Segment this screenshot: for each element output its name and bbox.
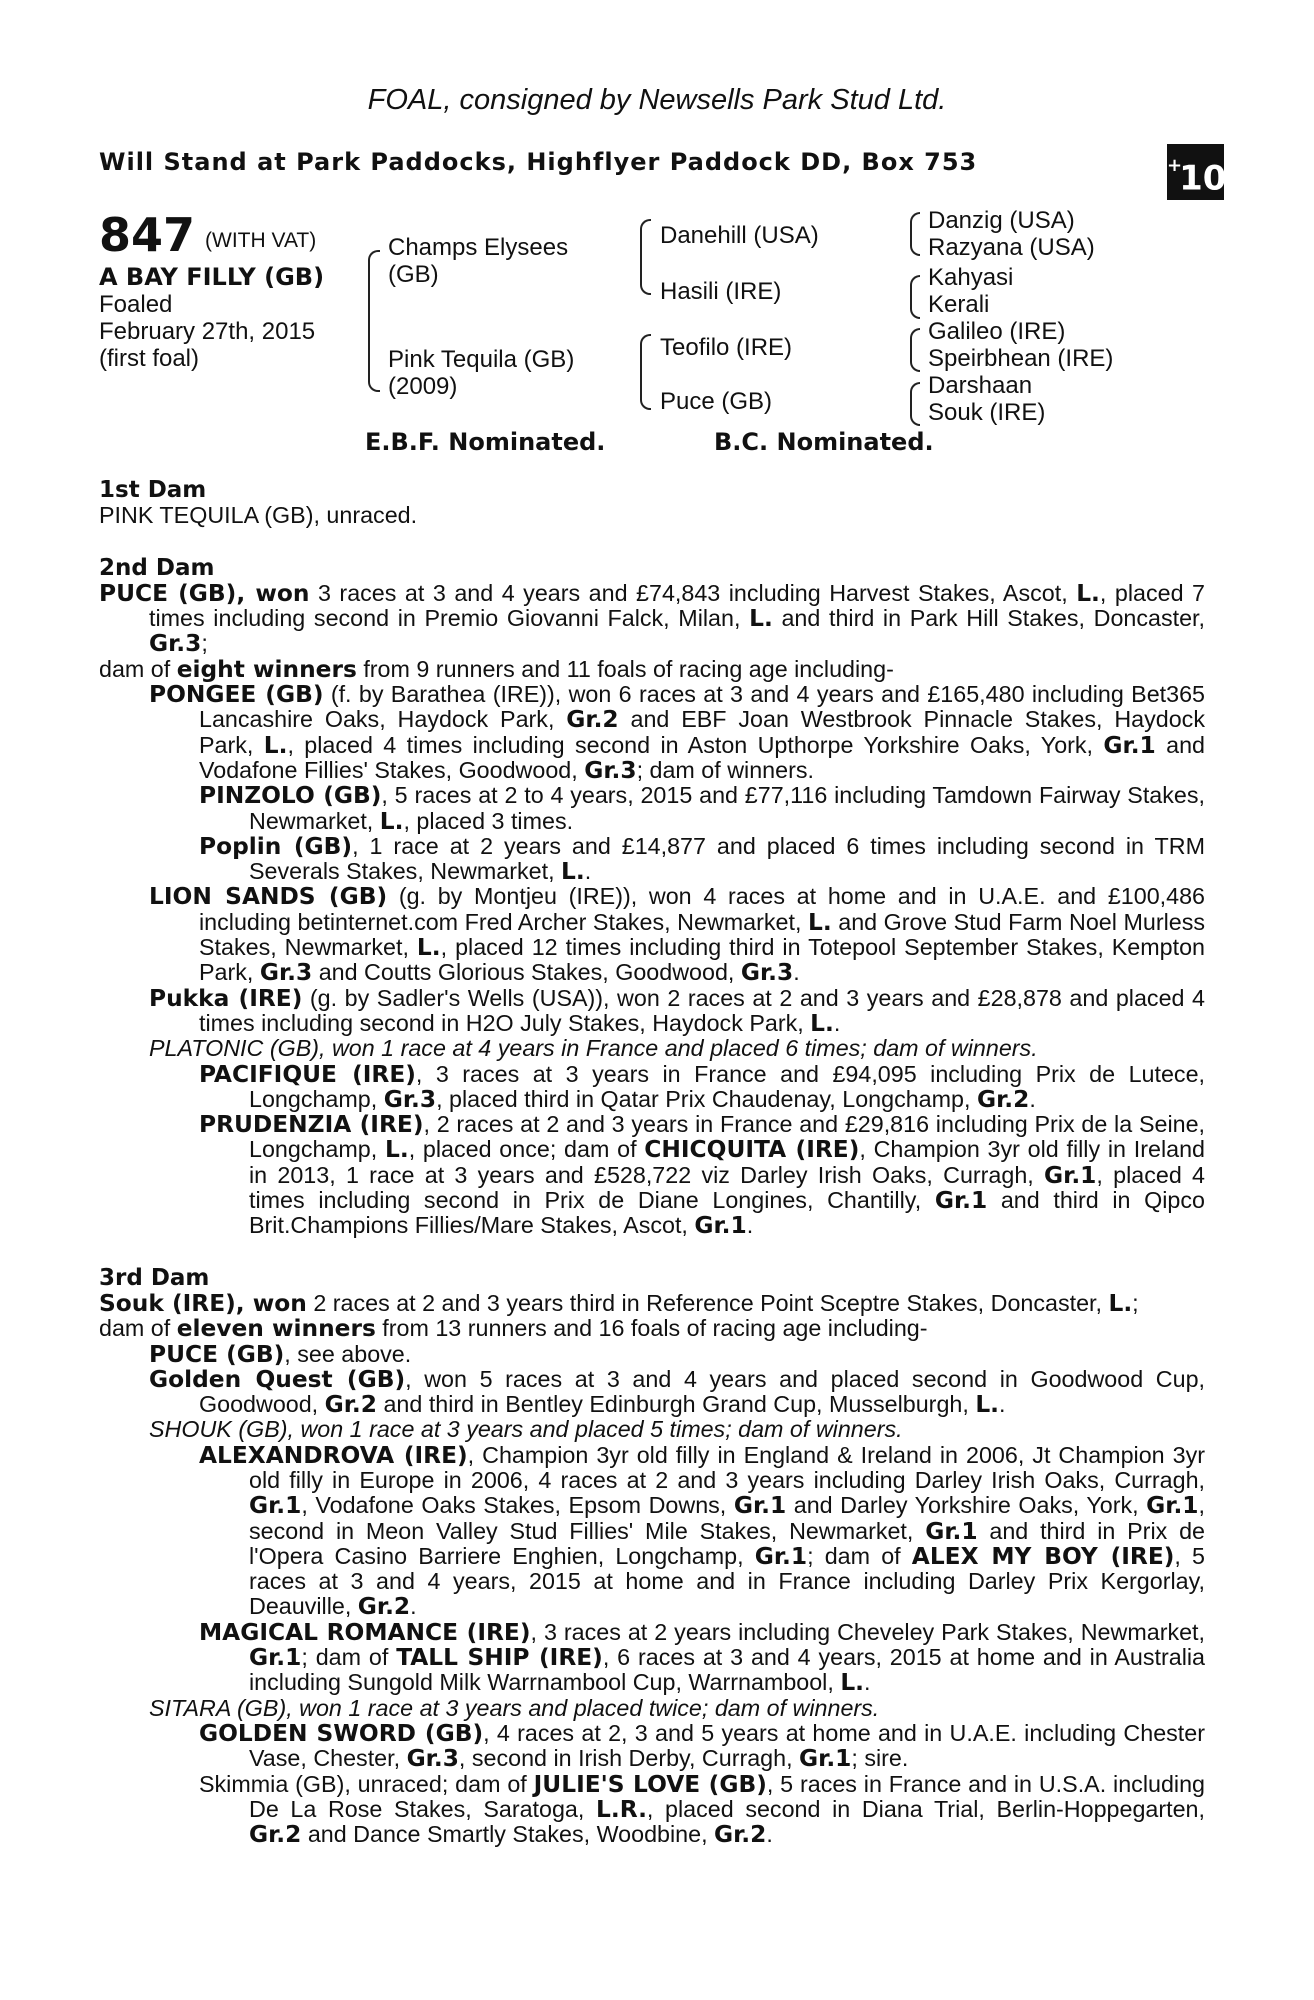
platonic-entry: PLATONIC (GB), won 1 race at 4 years in France and placed 6 times; dam of winners. — [149, 1035, 1038, 1062]
poplin-entry: Poplin (GB), 1 race at 2 years and £14,877 and placed 6 times including second in TRM Severals Stakes, Newmarket, L.. — [199, 832, 1205, 886]
ped-ddd: Souk (IRE) — [928, 399, 1046, 426]
pinzolo-entry: PINZOLO (GB), 5 races at 2 to 4 years, 2015 and £77,116 including Tamdown Fairway Stakes, Newmarket, L., placed 3 times. — [199, 782, 1205, 835]
prudenzia-entry: PRUDENZIA (IRE), 2 races at 2 and 3 years in France and £29,816 including Prix de la Seine, Longchamp, L., placed once; dam of CHICQUITA (IRE), Champion 3yr old filly in Ireland in 2013, 1 race at 3 years and £528,722 viz Darley Irish Oaks, Curragh, Gr.1, placed 4 times including second in Prix de Diane Longines, Chantilly, Gr.1 and third in Qipco Brit.Champions Fillies/Mare Stakes, Ascot, Gr.1. — [199, 1111, 1205, 1240]
golden-sword-entry: GOLDEN SWORD (GB), 4 races at 2, 3 and 5 years at home and in U.A.E. including Chester Vase, Chester, Gr.3, second in Irish Derby, Curragh, Gr.1; sire. — [199, 1719, 1205, 1773]
lot-number: 847 — [99, 208, 196, 262]
magical-romance-entry: MAGICAL ROMANCE (IRE), 3 races at 2 years including Cheveley Park Stakes, Newmarket, Gr.1; dam of TALL SHIP (IRE), 6 races at 3 and 4 years, 2015 at home and in Australia including Sungold Milk Warrnambool Cup, Warrnambool, L.. — [199, 1618, 1206, 1697]
skimmia-entry: Skimmia (GB), unraced; dam of JULIE'S LOVE (GB), 5 races in France and in U.S.A. including De La Rose Stakes, Saratoga, L.R., placed second in Diana Trial, Berlin-Hoppegarten, Gr.2 and Dance Smartly Stakes, Woodbine, Gr.2. — [199, 1770, 1205, 1849]
badge-plus: + — [1167, 155, 1183, 176]
dam3-produce-summary: dam of eleven winners from 13 runners and 16 foals of racing age including- — [99, 1315, 928, 1343]
dam2-produce-summary: dam of eight winners from 9 runners and 11 foals of racing age including- — [99, 655, 894, 683]
ped-ds: Teofilo (IRE) — [660, 334, 793, 361]
ped-sd: Hasili (IRE) — [660, 278, 782, 305]
ped-sire-country: (GB) — [388, 261, 439, 288]
shouk-entry: SHOUK (GB), won 1 race at 3 years and placed 5 times; dam of winners. — [149, 1416, 903, 1443]
sitara-entry: SITARA (GB), won 1 race at 3 years and placed twice; dam of winners. — [149, 1694, 880, 1721]
lot-info — [99, 264, 359, 372]
ped-sds: Kahyasi — [928, 264, 1014, 291]
ped-dam-year: (2009) — [388, 373, 458, 400]
lot-badge-icon — [1167, 144, 1227, 200]
alexandrova-entry: ALEXANDROVA (IRE), Champion 3yr old filly in England & Ireland in 2006, Jt Champion 3yr old filly in Europe in 2006, 4 races at 2 and 3 years including Darley Irish Oaks, Curragh, Gr.1, Vodafone Oaks Stakes, Epsom Downs, Gr.1 and Darley Yorkshire Oaks, York, Gr.1, second in Meon Valley Stud Fillies' Mile Stakes, Newmarket, Gr.1 and third in Prix de l'Opera Casino Barriere Enghien, Longchamp, Gr.1; dam of ALEX MY BOY (IRE), 5 races at 3 and 4 years, 2015 at home and in France including Darley Prix Kergorlay, Deauville, Gr.2. — [199, 1441, 1205, 1621]
brace-4 — [910, 382, 920, 426]
foaled-label: Foaled — [99, 291, 173, 318]
souk-entry: Souk (IRE), won 2 races at 2 and 3 years third in Reference Point Sceptre Stakes, Doncaster, L.; — [99, 1289, 1139, 1317]
brace-parents — [368, 250, 380, 392]
pukka-entry: Pukka (IRE) (g. by Sadler's Wells (USA)), won 2 races at 2 and 3 years and £28,878 and placed 4 times including second in H2O July Stakes, Haydock Park, L.. — [149, 984, 1205, 1037]
first-dam-text: PINK TEQUILA (GB), unraced. — [99, 502, 418, 529]
first-dam-heading: 1st Dam — [99, 477, 207, 503]
dam-details — [99, 478, 1205, 1847]
ped-sire: Champs Elysees — [388, 234, 569, 261]
puce-ref-entry: PUCE (GB), see above. — [149, 1340, 412, 1368]
foaled-date: February 27th, 2015 — [99, 318, 316, 345]
badge-number: 10 — [1179, 158, 1227, 199]
consignment-line: FOAL, consigned by Newsells Park Stud Ltd. — [367, 84, 947, 116]
ped-dd: Puce (GB) — [660, 388, 773, 415]
foal-note: (first foal) — [99, 345, 200, 372]
lot-vat: (WITH VAT) — [205, 229, 317, 252]
ped-ss: Danehill (USA) — [660, 222, 819, 249]
ped-ssd: Razyana (USA) — [928, 234, 1095, 261]
ped-dss: Galileo (IRE) — [928, 318, 1066, 345]
stand-location: Will Stand at Park Paddocks, Highflyer Paddock DD, Box 753 — [99, 148, 978, 176]
third-dam-heading: 3rd Dam — [99, 1264, 210, 1291]
ped-dsd: Speirbhean (IRE) — [928, 345, 1114, 372]
pacifique-entry: PACIFIQUE (IRE), 3 races at 3 years in France and £94,095 including Prix de Lutece, Longchamp, Gr.3, placed third in Qatar Prix Chaudenay, Longchamp, Gr.2. — [199, 1060, 1205, 1113]
ped-dam: Pink Tequila (GB) — [388, 346, 575, 373]
lot-name: A BAY FILLY (GB) — [99, 263, 325, 291]
ped-sdd: Kerali — [928, 291, 990, 318]
ebf-nominated: E.B.F. Nominated. — [365, 428, 606, 456]
brace-1 — [910, 212, 920, 256]
puce-entry: PUCE (GB), won 3 races at 3 and 4 years and £74,843 including Harvest Stakes, Ascot, L., placed 7 times including second in Premio Giovanni Falck, Milan, L. and third in Park Hill Stakes, Doncaster, Gr.3; — [99, 579, 1205, 658]
brace-dam-line — [640, 334, 651, 410]
golden-quest-entry: Golden Quest (GB), won 5 races at 3 and 4 years and placed second in Goodwood Cup, Goodwood, Gr.2 and third in Bentley Edinburgh Grand Cup, Musselburgh, L.. — [149, 1365, 1205, 1419]
bc-nominated: B.C. Nominated. — [714, 428, 934, 456]
ped-sss: Danzig (USA) — [928, 207, 1075, 234]
second-dam-heading: 2nd Dam — [99, 554, 215, 581]
ped-dds: Darshaan — [928, 372, 1033, 399]
brace-2 — [910, 275, 920, 319]
brace-3 — [910, 328, 920, 372]
lot-header — [99, 208, 316, 262]
lion-sands-entry: LION SANDS (GB) (g. by Montjeu (IRE)), won 4 races at home and in U.A.E. and £100,486 including betinternet.com Fred Archer Stakes, Newmarket, L. and Grove Stud Farm Noel Murless Stakes, Newmarket, L., placed 12 times including third in Totepool September Stakes, Kempton Park, Gr.3 and Coutts Glorious Stakes, Goodwood, Gr.3. — [149, 883, 1206, 987]
pongee-entry: PONGEE (GB) (f. by Barathea (IRE)), won 6 races at 3 and 4 years and £165,480 including Bet365 Lancashire Oaks, Haydock Park, Gr.2 and EBF Joan Westbrook Pinnacle Stakes, Haydock Park, L., placed 4 times including second in Aston Upthorpe Yorkshire Oaks, York, Gr.1 and Vodafone Fillies' Stakes, Goodwood, Gr.3; dam of winners. — [149, 681, 1205, 784]
brace-sire-line — [640, 219, 651, 295]
